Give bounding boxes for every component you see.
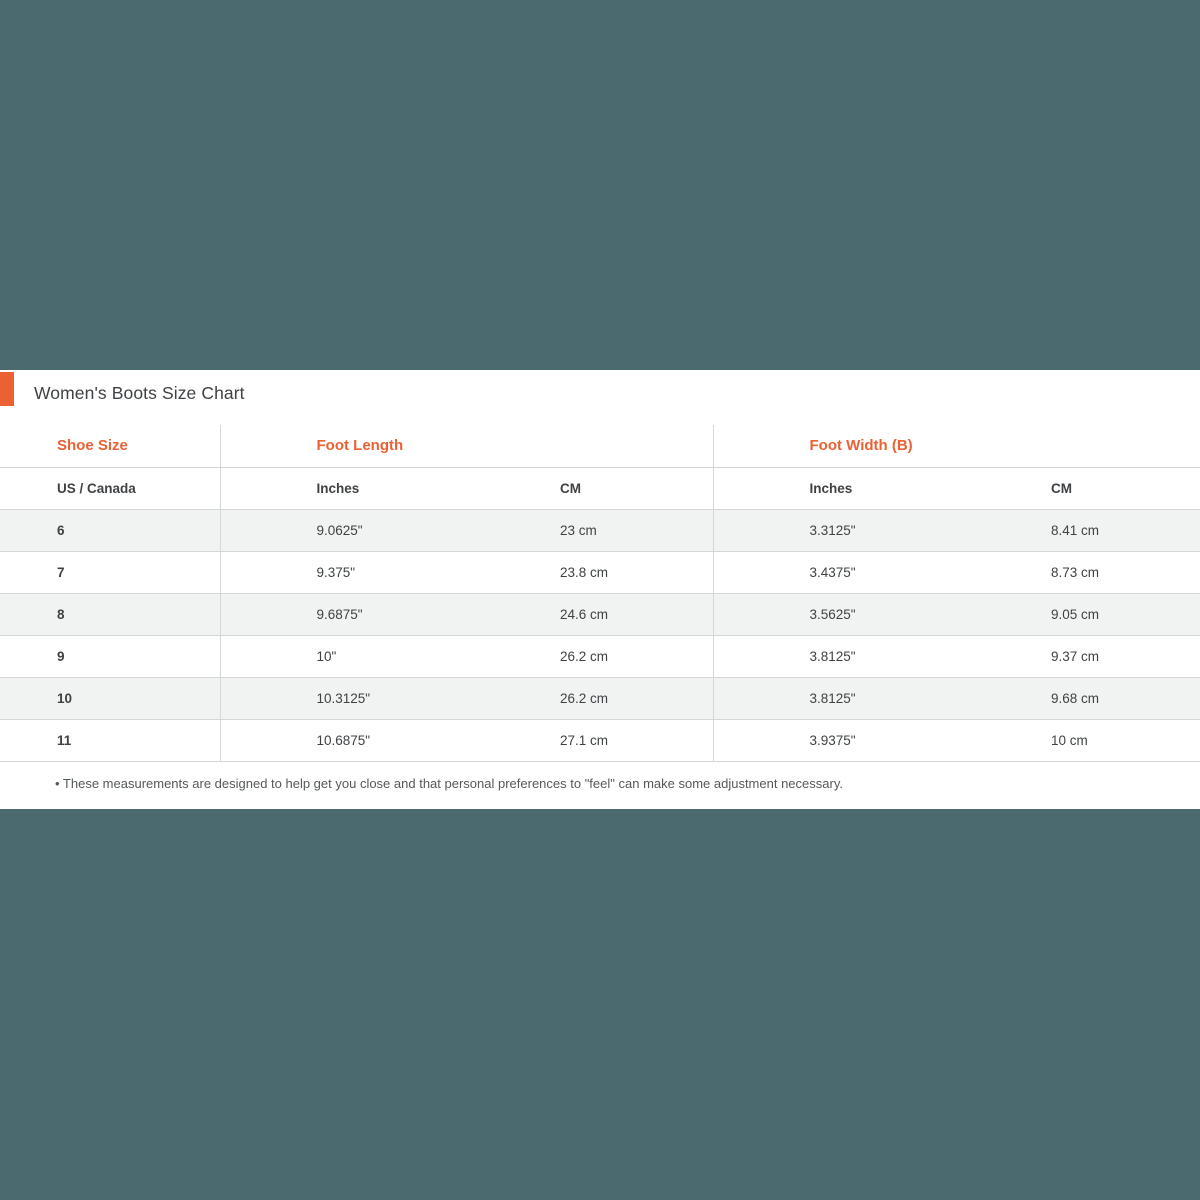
cell-width-cm: 9.05 cm <box>957 593 1200 635</box>
cell-length-cm: 23.8 cm <box>465 551 713 593</box>
cell-size: 8 <box>0 593 220 635</box>
cell-size: 6 <box>0 509 220 551</box>
cell-width-cm: 8.73 cm <box>957 551 1200 593</box>
table-row <box>0 593 1200 635</box>
measurement-note: • These measurements are designed to help get you close and that personal preferences to "feel" can make some adjustment necessary. <box>0 762 1200 809</box>
sub-header-us-canada: US / Canada <box>0 467 220 509</box>
cell-length-inches: 10" <box>220 635 465 677</box>
page-title: Women's Boots Size Chart <box>34 383 245 403</box>
table-row <box>0 635 1200 677</box>
cell-length-inches: 9.0625" <box>220 509 465 551</box>
cell-length-inches: 9.6875" <box>220 593 465 635</box>
group-header-foot-width: Foot Width (B) <box>713 425 1200 467</box>
sub-header-width-inches: Inches <box>713 467 957 509</box>
table-body <box>0 509 1200 761</box>
cell-length-inches: 10.3125" <box>220 677 465 719</box>
table-row <box>0 719 1200 761</box>
table-row <box>0 509 1200 551</box>
accent-bar <box>0 372 14 406</box>
cell-length-inches: 9.375" <box>220 551 465 593</box>
cell-length-cm: 27.1 cm <box>465 719 713 761</box>
cell-size: 10 <box>0 677 220 719</box>
cell-length-inches: 10.6875" <box>220 719 465 761</box>
cell-size: 7 <box>0 551 220 593</box>
card-header <box>0 370 1200 417</box>
group-header-shoe-size: Shoe Size <box>0 425 220 467</box>
cell-width-inches: 3.8125" <box>713 677 957 719</box>
sub-header-length-inches: Inches <box>220 467 465 509</box>
cell-width-cm: 10 cm <box>957 719 1200 761</box>
cell-size: 11 <box>0 719 220 761</box>
group-header-foot-length: Foot Length <box>220 425 713 467</box>
size-chart-table <box>0 425 1200 762</box>
cell-width-cm: 9.68 cm <box>957 677 1200 719</box>
cell-width-inches: 3.8125" <box>713 635 957 677</box>
size-chart-card <box>0 370 1200 809</box>
cell-width-inches: 3.5625" <box>713 593 957 635</box>
cell-width-inches: 3.4375" <box>713 551 957 593</box>
sub-header-width-cm: CM <box>957 467 1200 509</box>
cell-length-cm: 23 cm <box>465 509 713 551</box>
cell-length-cm: 26.2 cm <box>465 677 713 719</box>
cell-width-cm: 8.41 cm <box>957 509 1200 551</box>
cell-width-cm: 9.37 cm <box>957 635 1200 677</box>
table-sub-header-row <box>0 467 1200 509</box>
sub-header-length-cm: CM <box>465 467 713 509</box>
table-group-header-row <box>0 425 1200 467</box>
cell-width-inches: 3.9375" <box>713 719 957 761</box>
table-row <box>0 677 1200 719</box>
table-row <box>0 551 1200 593</box>
cell-size: 9 <box>0 635 220 677</box>
cell-length-cm: 24.6 cm <box>465 593 713 635</box>
cell-width-inches: 3.3125" <box>713 509 957 551</box>
cell-length-cm: 26.2 cm <box>465 635 713 677</box>
